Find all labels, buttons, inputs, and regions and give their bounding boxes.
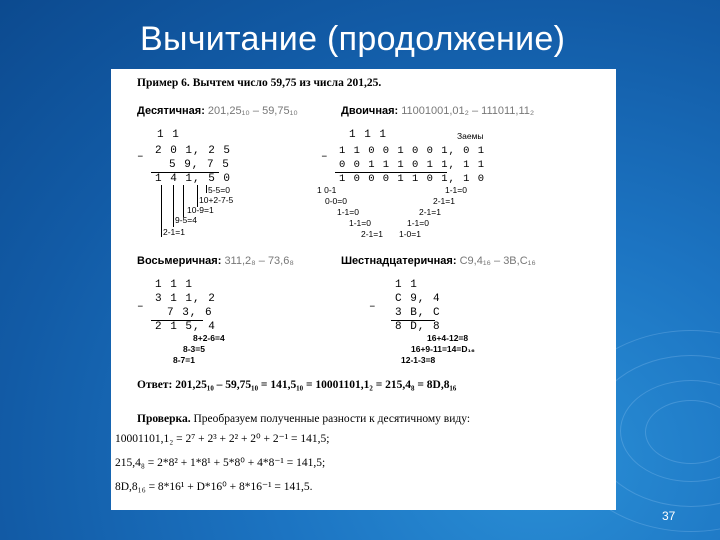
hex-heading <box>341 255 536 267</box>
binary-label: Двоичная: <box>341 105 399 117</box>
decimal-tick <box>206 185 207 193</box>
hex-label: Шестнадцатеричная: <box>341 255 457 267</box>
page-number: 37 <box>662 509 676 523</box>
octal-step: 8-7=1 <box>173 355 195 365</box>
decimal-subtrahend: 5 9, 7 5 <box>169 159 230 171</box>
binary-step-right: 1-1=0 <box>445 185 467 195</box>
decimal-minuend: 2 0 1, 2 5 <box>155 145 232 157</box>
octal-label: Восьмеричная: <box>137 255 222 267</box>
decimal-tick <box>173 185 174 227</box>
hex-subtrahend: 3 B, C <box>395 307 441 319</box>
binary-borrow: 1 1 1 <box>349 129 388 141</box>
binary-step-right: 1-0=1 <box>399 229 421 239</box>
scanned-page <box>111 69 616 510</box>
example-line <box>137 77 381 89</box>
check-label: Проверка. <box>137 413 191 425</box>
decimal-step: 9-5=4 <box>175 215 197 225</box>
hex-step: 16+4-12=8 <box>427 333 469 343</box>
hex-result: 8 D, 8 <box>395 321 441 333</box>
binary-step-right: 2-1=1 <box>433 196 455 206</box>
octal-result: 2 1 5, 4 <box>155 321 216 333</box>
check-heading <box>137 413 470 425</box>
octal-step: 8-3=5 <box>183 344 205 354</box>
binary-step-left: 1-1=0 <box>349 218 371 228</box>
binary-step-left: 1-1=0 <box>337 207 359 217</box>
decimal-tick <box>197 185 198 207</box>
binary-step-left: 0-0=0 <box>325 196 347 206</box>
octal-minus: – <box>137 301 145 313</box>
decimal-heading <box>137 105 298 117</box>
binary-heading <box>341 105 534 117</box>
binary-step-right: 1-1=0 <box>407 218 429 228</box>
binary-expr: 11001001,01₂ – 111011,11₂ <box>401 105 535 117</box>
decimal-tick <box>161 185 162 237</box>
decimal-step: 2-1=1 <box>163 227 185 237</box>
check-line-octal: 215,4₈ = 2*8² + 1*8¹ + 5*8⁰ + 4*8⁻¹ = 141,5; <box>115 457 326 469</box>
binary-subtrahend: 0 0 1 1 1 0 1 1, 1 1 <box>339 159 486 171</box>
binary-minuend: 1 1 0 0 1 0 0 1, 0 1 <box>339 145 486 157</box>
octal-borrow: 1 1 1 <box>155 279 194 291</box>
hex-step: 12-1-3=8 <box>401 355 436 365</box>
decimal-result: 1 4 1, 5 0 <box>155 173 232 185</box>
binary-result: 1 0 0 0 1 1 0 1, 1 0 <box>339 173 486 185</box>
slide-title: Вычитание (продолжение) <box>140 20 566 58</box>
hex-expr: C9,4₁₆ – 3B,C₁₆ <box>459 255 536 267</box>
octal-subtrahend: 7 3, 6 <box>167 307 213 319</box>
decimal-expr: 201,25₁₀ – 59,75₁₀ <box>207 105 298 117</box>
answer-label: Ответ: <box>137 379 173 391</box>
octal-minuend: 3 1 1, 2 <box>155 293 216 305</box>
answer-text: 201,25₁₀ – 59,75₁₀ = 141,5₁₀ = 10001101,1₂ = 215,4₈ = 8D,8₁₆ <box>175 379 457 391</box>
binary-step-left: 1 0-1 <box>317 185 337 195</box>
hex-step: 16+9-11=14=D₁₆ <box>411 344 475 354</box>
binary-step-right: 2-1=1 <box>419 207 441 217</box>
hex-minuend: C 9, 4 <box>395 293 441 305</box>
octal-expr: 311,2₈ – 73,6₈ <box>224 255 294 267</box>
octal-step: 8+2-6=4 <box>193 333 225 343</box>
example-label: Пример 6. <box>137 77 190 89</box>
check-line-binary: 10001101,1₂ = 2⁷ + 2³ + 2² + 2⁰ + 2⁻¹ = 141,5; <box>115 433 330 445</box>
decimal-label: Десятичная: <box>137 105 205 117</box>
decimal-borrow: 1 1 <box>157 129 180 141</box>
example-text: Вычтем число 59,75 из числа 201,25. <box>192 77 382 89</box>
binary-step-left: 2-1=1 <box>361 229 383 239</box>
decimal-step: 5-5=0 <box>208 185 230 195</box>
check-line-hex: 8D,8₁₆ = 8*16¹ + D*16⁰ + 8*16⁻¹ = 141,5. <box>115 481 313 493</box>
decimal-step: 10-9=1 <box>187 205 214 215</box>
octal-heading <box>137 255 294 267</box>
binary-loans-label: Заемы <box>457 131 484 141</box>
decimal-tick <box>183 185 184 217</box>
hex-minus: – <box>369 301 377 313</box>
decimal-minus: – <box>137 151 145 163</box>
answer-line <box>137 379 456 391</box>
hex-borrow: 1 1 <box>395 279 418 291</box>
decimal-step: 10+2-7-5 <box>199 195 234 205</box>
binary-minus: – <box>321 151 329 163</box>
check-text: Преобразуем полученные разности к десятичному виду: <box>193 413 471 425</box>
